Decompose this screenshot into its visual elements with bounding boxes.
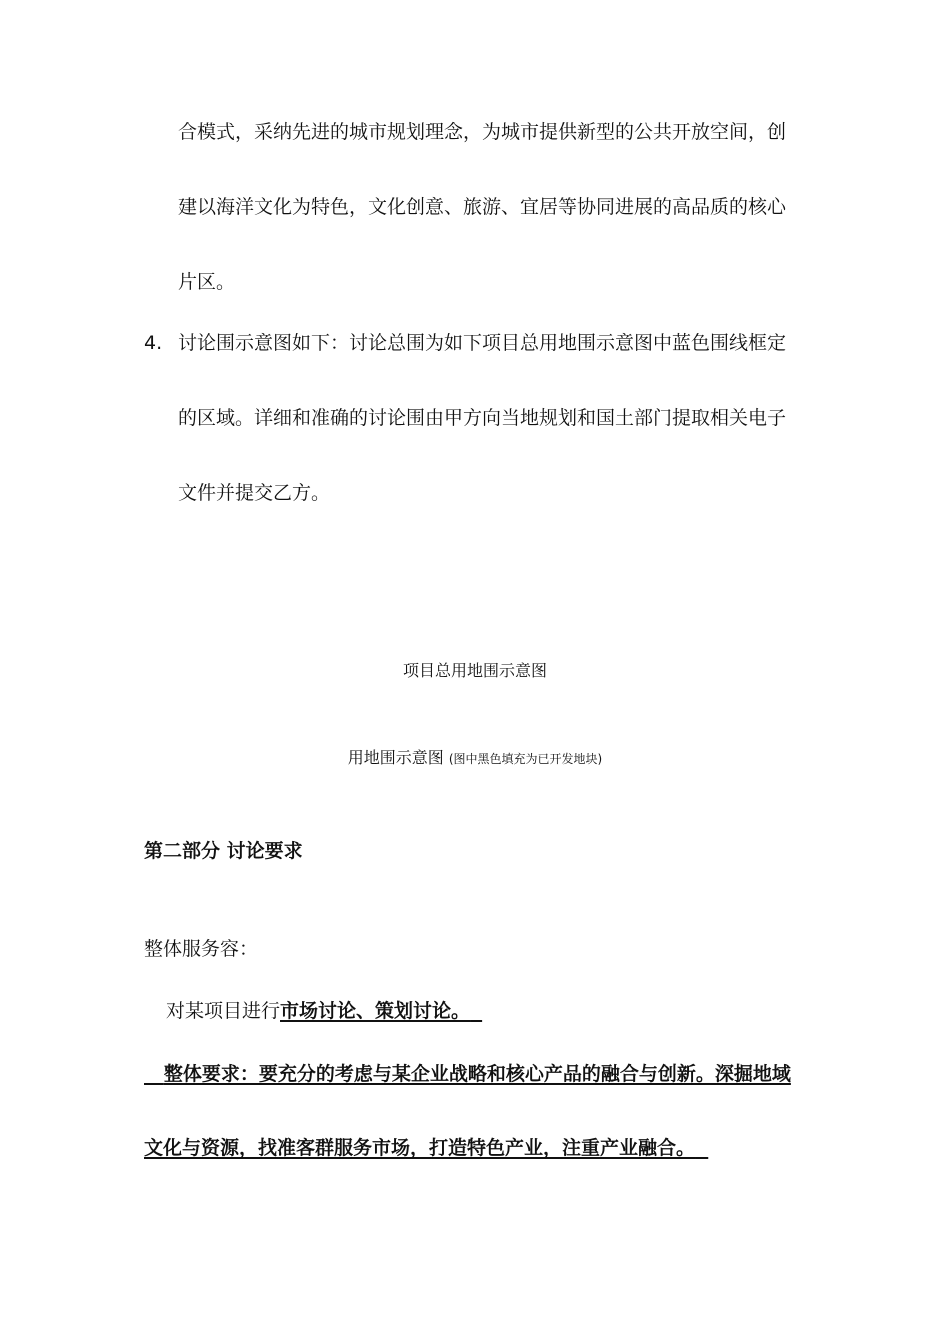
paragraph-line: 合模式，采纳先进的城市规划理念，为城市提供新型的公共开放空间，创 — [178, 121, 787, 143]
figure-caption — [0, 747, 950, 770]
list-item-line: 讨论围示意图如下：讨论总围为如下项目总用地围示意图中蓝色围线框定 — [178, 332, 787, 354]
service-label: 整体服务容： — [144, 938, 259, 960]
section-heading: 第二部分 讨论要求 — [144, 840, 303, 862]
list-item-line: 文件并提交乙方。 — [178, 482, 331, 504]
paragraph-line: 片区。 — [178, 271, 236, 293]
service-prefix: 对某项目进行 — [166, 1000, 281, 1022]
figure-caption-note: (图中黑色填充为已开发地块) — [448, 752, 603, 766]
service-content — [166, 999, 482, 1023]
figure-title: 项目总用地围示意图 — [402, 661, 547, 680]
list-number: 4. — [144, 332, 163, 354]
service-emphasis: 市场讨论、策划讨论。 — [280, 1000, 471, 1022]
requirement-text: 整体要求：要充分的考虑与某企业战略和核心产品的融合与创新。深掘地域 — [163, 1063, 791, 1085]
requirement-line — [144, 1062, 791, 1086]
requirement-line — [144, 1136, 708, 1160]
paragraph-line: 建以海洋文化为特色，文化创意、旅游、宜居等协同进展的高品质的核心 — [178, 196, 787, 218]
figure-caption-main: 用地围示意图 — [347, 748, 444, 767]
list-item-line: 的区域。详细和准确的讨论围由甲方向当地规划和国土部门提取相关电子 — [178, 407, 787, 429]
requirement-text: 文化与资源，找准客群服务市场，打造特色产业，注重产业融合。 — [144, 1137, 696, 1159]
